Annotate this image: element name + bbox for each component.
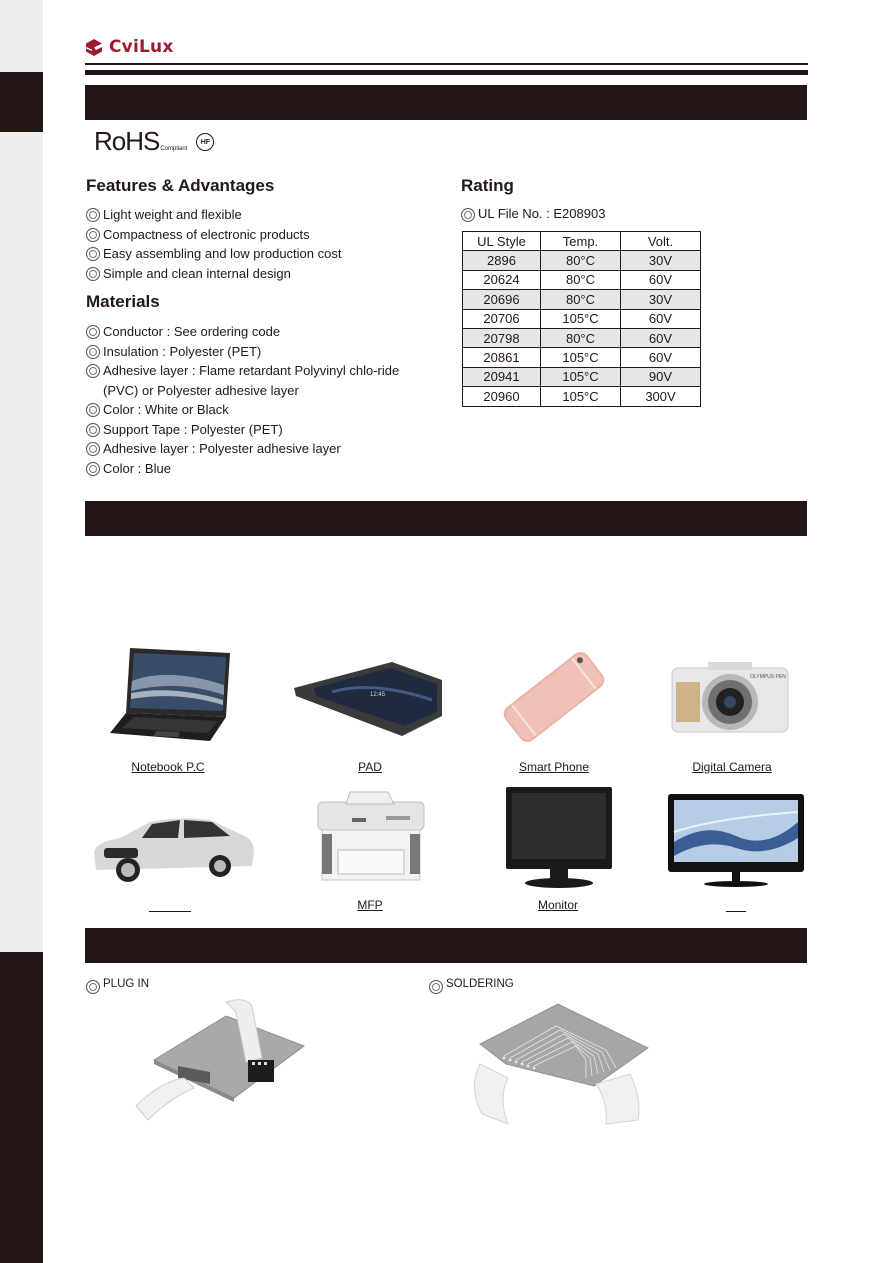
column-header: Temp.	[541, 232, 621, 251]
ul-style-cell: 20941	[463, 367, 541, 386]
volt-cell: 30V	[621, 290, 701, 309]
temp-cell: 105°C	[541, 309, 621, 328]
ul-style-cell: 20706	[463, 309, 541, 328]
rating-title: Rating	[461, 176, 514, 195]
header-rule-thin	[85, 63, 808, 65]
app-label-mfp: MFP	[357, 898, 383, 912]
temp-cell: 80°C	[541, 270, 621, 289]
materials-list	[86, 322, 406, 478]
header-rule-thick	[85, 70, 808, 75]
volt-cell: 90V	[621, 367, 701, 386]
assembly-soldering-label: SOLDERING	[429, 978, 514, 990]
table-row	[463, 309, 701, 328]
list-item: Color : White or Black	[86, 400, 406, 420]
laptop-image	[108, 645, 234, 745]
brand-logo	[85, 37, 174, 57]
app-label-smart-phone: Smart Phone	[518, 760, 590, 774]
ul-style-cell: 20624	[463, 270, 541, 289]
list-item: Color : Blue	[86, 459, 406, 479]
column-header: Volt.	[621, 232, 701, 251]
list-item: Adhesive layer : Flame retardant Polyvinyl chlo-ride (PVC) or Polyester adhesive layer	[86, 361, 406, 400]
features-list	[86, 205, 416, 283]
brand-name: CviLux	[109, 37, 174, 57]
svg-text:OLYMPUS PEN: OLYMPUS PEN	[750, 674, 786, 680]
volt-cell: 300V	[621, 387, 701, 406]
list-item: Compactness of electronic products	[86, 225, 416, 245]
table-row	[463, 251, 701, 270]
list-item: Insulation : Polyester (PET)	[86, 342, 406, 362]
temp-cell: 105°C	[541, 387, 621, 406]
temp-cell: 105°C	[541, 348, 621, 367]
table-row	[463, 290, 701, 309]
side-tab-marker-top	[0, 72, 43, 132]
list-item: Easy assembling and low production cost	[86, 244, 416, 264]
tv-image	[666, 792, 806, 888]
temp-cell: 80°C	[541, 328, 621, 347]
rohs-label: RoHS	[94, 126, 160, 156]
table-row	[463, 348, 701, 367]
volt-cell: 60V	[621, 270, 701, 289]
app-label-monitor: Monitor	[537, 898, 578, 912]
rohs-compliance-badge	[94, 128, 214, 154]
temp-cell: 105°C	[541, 367, 621, 386]
camera-image	[668, 658, 792, 736]
halogen-free-icon: HF	[196, 133, 214, 151]
column-header: UL Style	[463, 232, 541, 251]
table-row	[463, 270, 701, 289]
assembly-plug-in-label: PLUG IN	[86, 978, 149, 990]
materials-title: Materials	[86, 292, 160, 311]
section-bar-overview	[85, 85, 807, 120]
list-item: Light weight and flexible	[86, 205, 416, 225]
app-label-digital-camera: Digital Camera	[692, 760, 772, 774]
rohs-compliant-label: Compliant	[160, 146, 188, 152]
list-item: Conductor : See ordering code	[86, 322, 406, 342]
table-row	[463, 387, 701, 406]
app-label-tv	[646, 898, 826, 912]
section-bar-assembly	[85, 928, 807, 963]
tablet-image	[292, 660, 444, 740]
volt-cell: 60V	[621, 309, 701, 328]
hexagon-cube-icon	[85, 39, 103, 56]
volt-cell: 30V	[621, 251, 701, 270]
section-bar-applications	[85, 501, 807, 536]
features-title: Features & Advantages	[86, 176, 275, 195]
list-item: Adhesive layer : Polyester adhesive layer	[86, 439, 406, 459]
ul-style-cell: 20696	[463, 290, 541, 309]
app-label-car	[80, 898, 260, 912]
list-item: Simple and clean internal design	[86, 264, 416, 284]
app-label-notebook: Notebook P.C	[131, 760, 205, 774]
temp-cell: 80°C	[541, 290, 621, 309]
app-label-pad: PAD	[358, 760, 382, 774]
plug-in-diagram	[130, 998, 310, 1122]
side-tab-marker-bottom	[0, 952, 43, 1263]
volt-cell: 60V	[621, 348, 701, 367]
list-item: Support Tape : Polyester (PET)	[86, 420, 406, 440]
table-header-row	[463, 232, 701, 251]
svg-text:12:45: 12:45	[370, 692, 386, 698]
app-label-underline	[149, 911, 191, 912]
printer-image	[316, 790, 426, 886]
ul-file-number: UL File No. : E208903	[461, 206, 605, 221]
rating-table	[462, 231, 701, 407]
ul-style-cell: 2896	[463, 251, 541, 270]
monitor-image	[504, 785, 616, 889]
app-label-underline	[726, 911, 746, 912]
ul-style-cell: 20798	[463, 328, 541, 347]
volt-cell: 60V	[621, 328, 701, 347]
ul-style-cell: 20960	[463, 387, 541, 406]
car-image	[90, 812, 258, 884]
table-row	[463, 328, 701, 347]
ul-style-cell: 20861	[463, 348, 541, 367]
temp-cell: 80°C	[541, 251, 621, 270]
table-row	[463, 367, 701, 386]
smartphone-image	[494, 648, 614, 746]
soldering-diagram	[466, 998, 650, 1126]
